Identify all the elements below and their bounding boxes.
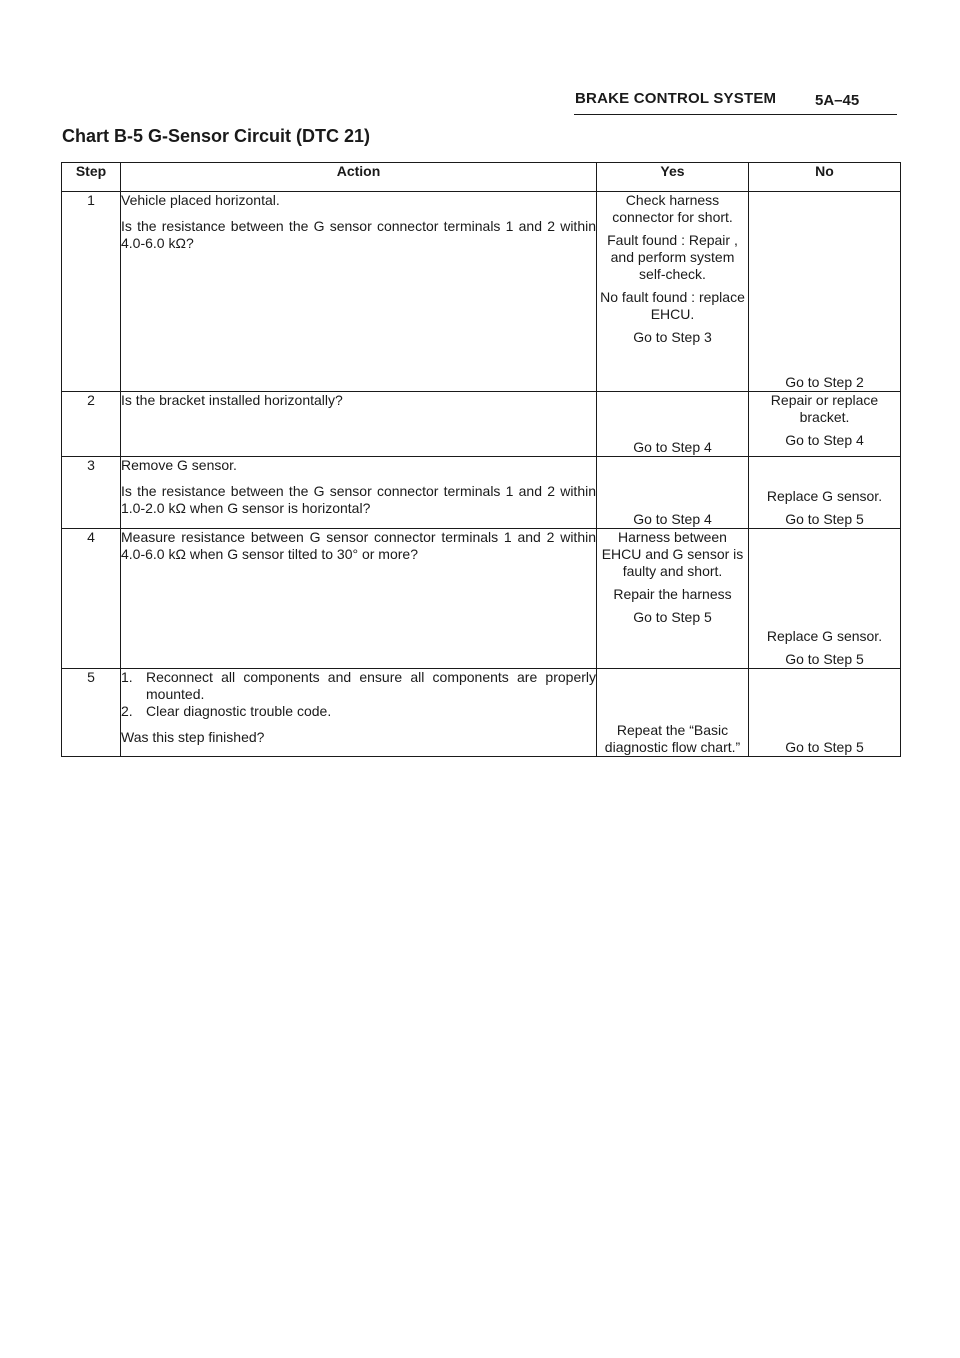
- action-cell: [121, 529, 597, 669]
- step-number: 4: [62, 529, 121, 669]
- list-item-number: 1.: [121, 669, 133, 685]
- header-divider: [574, 114, 897, 115]
- header-step: Step: [62, 163, 121, 192]
- list-item-text: Reconnect all components and ensure all components are properly mounted.: [146, 669, 596, 702]
- step-number: 3: [62, 457, 121, 529]
- no-cell: [749, 392, 901, 457]
- action-numbered-list: [121, 669, 596, 720]
- no-cell: [749, 669, 901, 757]
- page-number: 5A–45: [815, 92, 860, 109]
- yes-goto: Go to Step 3: [633, 329, 712, 345]
- table-row-step-4: [62, 529, 901, 669]
- table-row-step-3: [62, 457, 901, 529]
- yes-goto: Go to Step 5: [633, 609, 712, 625]
- no-cell: [749, 529, 901, 669]
- yes-text: No fault found : replace EHCU.: [600, 289, 745, 322]
- action-question: Measure resistance between G sensor connector terminals 1 and 2 within 4.0-6.0 kΩ when G sensor tilted to 30° or more?: [121, 529, 596, 562]
- section-title: BRAKE CONTROL SYSTEM: [575, 90, 777, 107]
- yes-text: Harness between EHCU and G sensor is faulty and short.: [601, 529, 744, 579]
- list-item-text: Clear diagnostic trouble code.: [146, 703, 332, 719]
- header-yes: Yes: [597, 163, 749, 192]
- yes-cell: [597, 192, 749, 392]
- step-number: 2: [62, 392, 121, 457]
- action-text: Remove G sensor.: [121, 457, 237, 473]
- action-question: Is the resistance between the G sensor connector terminals 1 and 2 within 1.0-2.0 kΩ when G sensor is horizontal?: [121, 483, 596, 516]
- yes-text: Check harness connector for short.: [612, 192, 733, 225]
- no-goto: Go to Step 5: [785, 739, 864, 755]
- no-goto: Go to Step 5: [785, 511, 864, 527]
- header-action: Action: [121, 163, 597, 192]
- step-number: 1: [62, 192, 121, 392]
- yes-goto: Go to Step 4: [633, 511, 712, 527]
- no-text: Repair or replace bracket.: [770, 392, 879, 425]
- yes-text: Repair the harness: [613, 586, 732, 602]
- table-row-step-1: [62, 192, 901, 392]
- action-question: Is the bracket installed horizontally?: [121, 392, 343, 408]
- no-text: Replace G sensor.: [766, 628, 883, 644]
- no-cell: [749, 192, 901, 392]
- yes-text: Fault found : Repair , and perform system self-check.: [607, 232, 738, 282]
- yes-goto: Go to Step 4: [633, 439, 712, 455]
- step-number: 5: [62, 669, 121, 757]
- no-goto: Go to Step 2: [785, 374, 864, 390]
- no-text: Replace G sensor.: [766, 488, 883, 504]
- action-cell: [121, 457, 597, 529]
- header-no: No: [749, 163, 901, 192]
- action-cell: [121, 192, 597, 392]
- no-goto: Go to Step 4: [785, 432, 864, 448]
- diagnostic-chart-table: [61, 162, 901, 757]
- yes-cell: [597, 392, 749, 457]
- chart-title: Chart B-5 G-Sensor Circuit (DTC 21): [62, 126, 371, 146]
- action-question: Is the resistance between the G sensor connector terminals 1 and 2 within 4.0-6.0 kΩ?: [121, 218, 596, 251]
- yes-cell: [597, 529, 749, 669]
- action-question: Was this step finished?: [121, 729, 265, 745]
- action-cell: [121, 669, 597, 757]
- action-cell: [121, 392, 597, 457]
- table-row-step-5: [62, 669, 901, 757]
- no-goto: Go to Step 5: [785, 651, 864, 667]
- no-cell: [749, 457, 901, 529]
- yes-cell: [597, 669, 749, 757]
- list-item: [121, 669, 596, 703]
- table-header-row: [62, 163, 901, 192]
- list-item: [121, 703, 596, 720]
- table-row-step-2: [62, 392, 901, 457]
- list-item-number: 2.: [121, 703, 133, 719]
- yes-goto: Repeat the “Basic diagnostic flow chart.”: [604, 722, 741, 755]
- yes-cell: [597, 457, 749, 529]
- action-text: Vehicle placed horizontal.: [121, 192, 280, 208]
